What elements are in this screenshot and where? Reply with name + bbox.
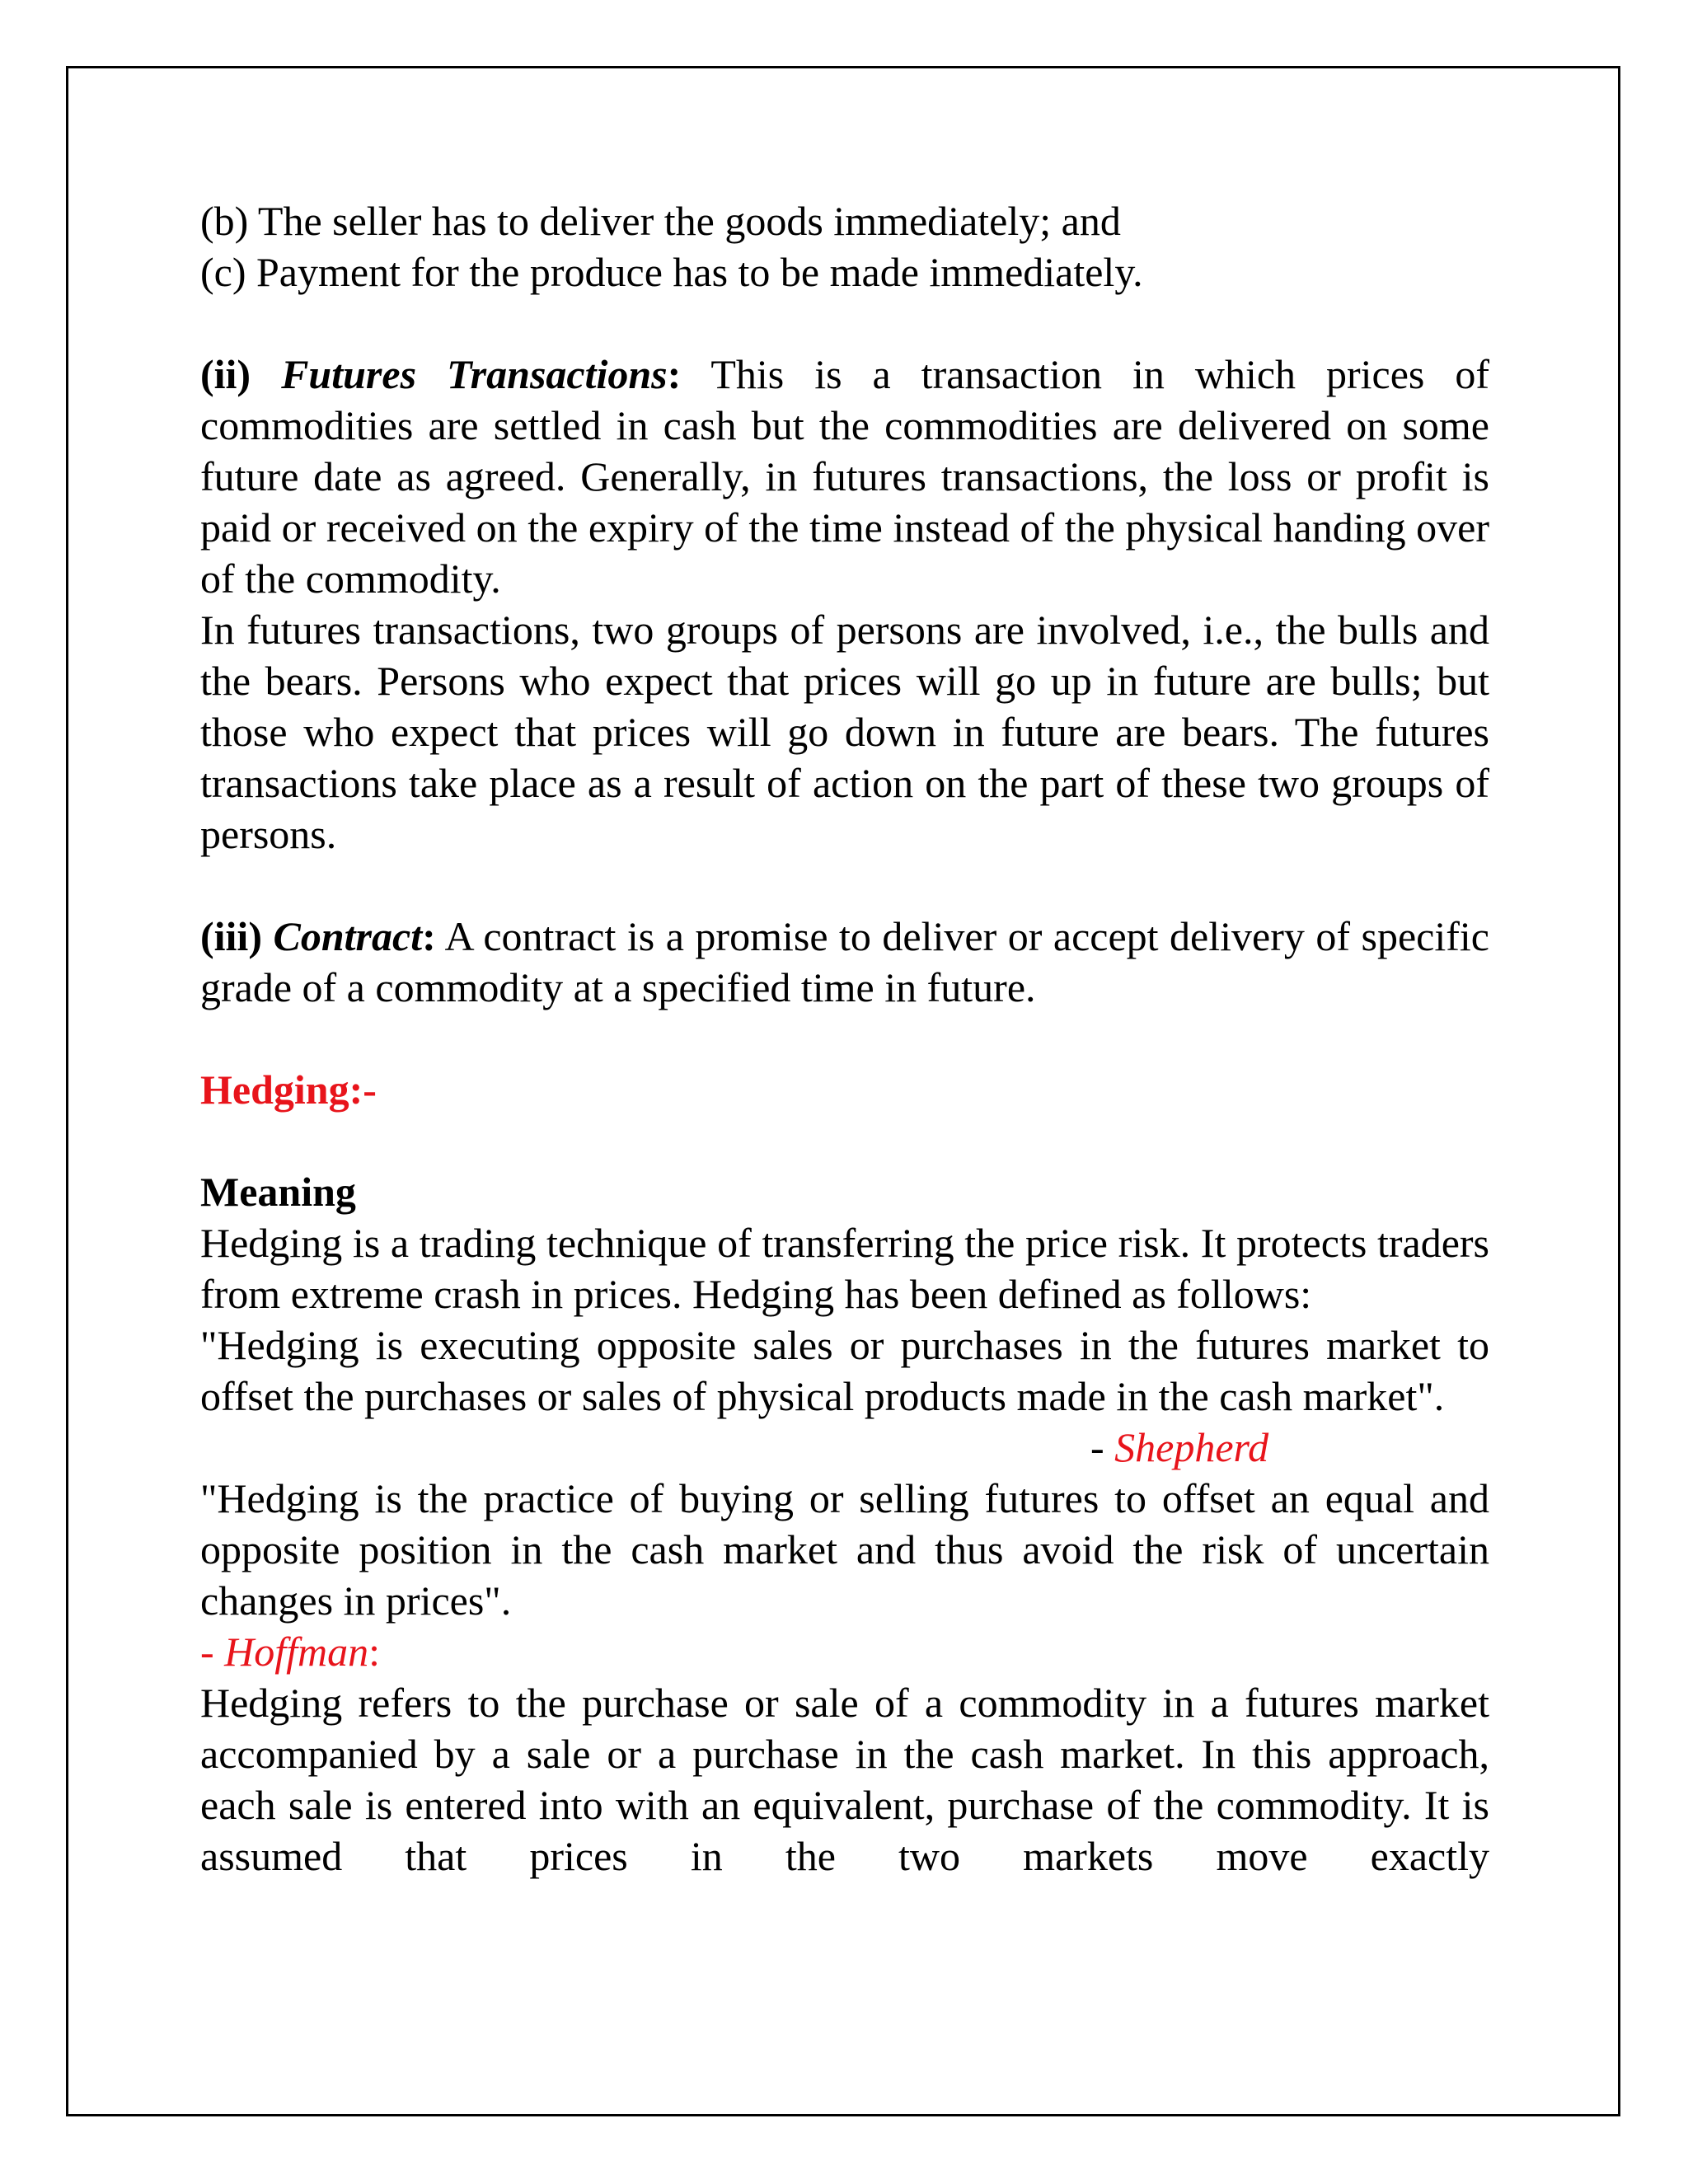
- spacer: [200, 1013, 1489, 1064]
- hedging-intro: Hedging is a trading technique of transferring the price risk. It protects traders from extreme crash in prices. Hedging has been defined as follows:: [200, 1220, 1489, 1317]
- hoffman-name: - Hoffman: [200, 1629, 369, 1675]
- bulls-bears-paragraph: In futures transactions, two groups of persons are involved, i.e., the bulls and the bears. Persons who expect that prices will go up in future are bulls; but those who expect that prices will go down in future are bears. The futures transactions take place as a result of action on the part of these two groups of persons.: [200, 607, 1489, 857]
- contract-term: Contract: [273, 913, 423, 959]
- hedging-heading: Hedging:-: [200, 1066, 377, 1113]
- futures-body: This is a transaction in which prices of commodities are settled in cash but the commodities are delivered on some future date as agreed. Generally, in futures transactions, the loss or profit is paid or received on the expiry of the time instead of the physical handing over of the commodity.: [200, 351, 1489, 602]
- contract-colon: :: [422, 913, 436, 959]
- contract-body: A contract is a promise to deliver or accept delivery of specific grade of a commodity at a specified time in future.: [200, 913, 1489, 1010]
- spacer: [200, 298, 1489, 349]
- hoffman-attribution: [200, 1626, 1489, 1677]
- futures-term: Futures Transactions: [281, 351, 668, 397]
- hoffman-colon: :: [368, 1629, 381, 1675]
- shepherd-attribution: [200, 1422, 1489, 1473]
- spacer: [200, 860, 1489, 911]
- meaning-heading: Meaning: [200, 1169, 356, 1215]
- document-body: [200, 195, 1489, 1882]
- spacer: [200, 1115, 1489, 1166]
- contract-paragraph: [200, 911, 1489, 1013]
- shepherd-quote: "Hedging is executing opposite sales or purchases in the futures market to offset the purchases or sales of physical products made in the cash market".: [200, 1322, 1489, 1419]
- futures-paragraph: [200, 349, 1489, 604]
- hedging-explanation: Hedging refers to the purchase or sale of a commodity in a futures market accompanied by a sale or a purchase in the cash market. In this approach, each sale is entered into with an equivalent, purchase of the commodity. It is assumed that prices in the two markets move exactly: [200, 1680, 1489, 1879]
- attribution-dash: -: [1090, 1424, 1115, 1470]
- shepherd-name: Shepherd: [1114, 1424, 1269, 1470]
- hoffman-quote: "Hedging is the practice of buying or selling futures to offset an equal and opposite position in the cash market and thus avoid the risk of uncertain changes in prices".: [200, 1475, 1489, 1624]
- futures-label: (ii): [200, 351, 251, 397]
- contract-label: (iii): [200, 913, 262, 959]
- item-b: (b) The seller has to deliver the goods immediately; and: [200, 198, 1121, 244]
- item-c: (c) Payment for the produce has to be made immediately.: [200, 249, 1143, 295]
- futures-colon: :: [667, 351, 682, 397]
